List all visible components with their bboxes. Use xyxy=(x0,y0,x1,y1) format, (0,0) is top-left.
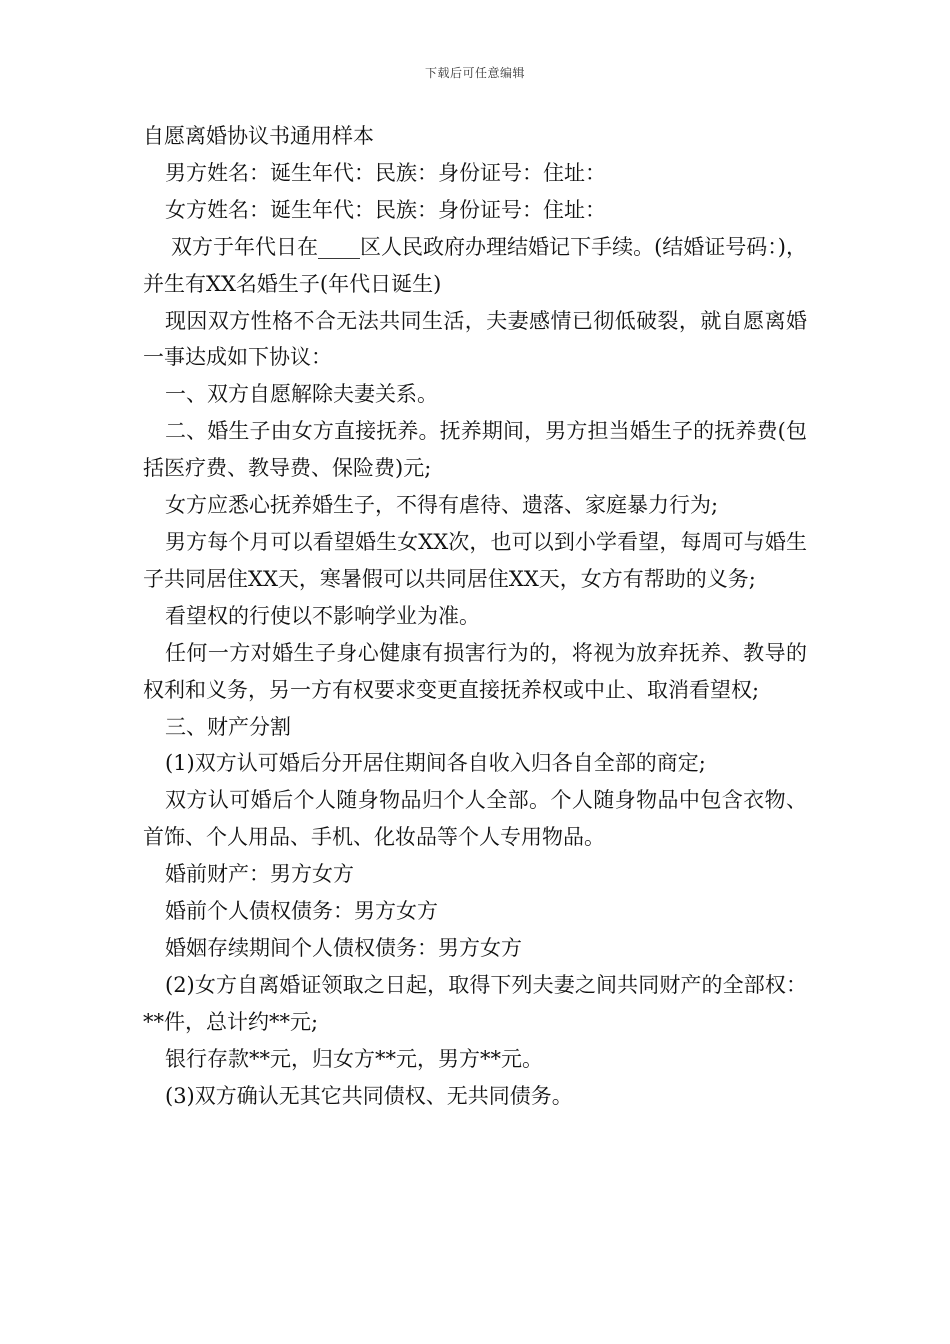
paragraph-custody-care: 女方应悉心抚养婚生子，不得有虐待、遗落、家庭暴力行为; xyxy=(165,493,719,518)
paragraph-premarital-debts: 婚前个人债权债务：男方女方 xyxy=(165,899,438,924)
paragraph-reason: 现因双方性格不合无法共同生活，夫妻感情已彻低破裂，就自愿离婚一事达成如下协议： xyxy=(143,308,807,370)
property-item-2: (2)女方自离婚证领取之日起，取得下列夫妻之间共同财产的全部权：**件，总计约**元; xyxy=(143,972,807,1034)
property-item-3: (3)双方确认无其它共同债权、无共同债务。 xyxy=(165,1083,573,1108)
paragraph-visitation: 男方每个月可以看望婚生女XX次，也可以到小学看望，每周可与婚生子共同居住XX天，寒暑假可以共同居住XX天，女方有帮助的义务; xyxy=(143,529,807,591)
paragraph-bank-deposit: 银行存款**元，归女方**元，男方**元。 xyxy=(165,1046,543,1071)
clause-1: 一、双方自愿解除夫妻关系。 xyxy=(165,382,438,407)
paragraph-male-info: 男方姓名：诞生年代：民族：身份证号：住址： xyxy=(165,160,606,185)
paragraph-marriage-debts: 婚姻存续期间个人债权债务：男方女方 xyxy=(165,935,522,960)
paragraph-marriage-registration: 双方于年代日在____区人民政府办理结婚记下手续。(结婚证号码：)，并生有XX名婚生子(年代日诞生) xyxy=(143,234,807,296)
document-title: 自愿离婚协议书通用样本 xyxy=(143,124,374,148)
paragraph-premarital-property: 婚前财产：男方女方 xyxy=(165,862,354,887)
clause-3-property: 三、财产分割 xyxy=(165,714,291,739)
paragraph-female-info: 女方姓名：诞生年代：民族：身份证号：住址： xyxy=(165,197,606,222)
paragraph-visitation-limit: 看望权的行使以不影响学业为准。 xyxy=(165,603,480,628)
page-header-note: 下载后可任意编辑 xyxy=(424,66,525,80)
paragraph-custody-change: 任何一方对婚生子身心健康有损害行为的，将视为放弃抚养、教导的权利和义务，另一方有权要求变更直接抚养权或中止、取消看望权; xyxy=(143,640,807,702)
document-body xyxy=(143,118,807,1114)
property-item-1: (1)双方认可婚后分开居住期间各自收入归各自全部的商定; xyxy=(165,751,706,776)
clause-2-custody: 二、婚生子由女方直接抚养。抚养期间，男方担当婚生子的抚养费(包括医疗费、教导费、保险费)元; xyxy=(143,419,807,481)
paragraph-personal-items: 双方认可婚后个人随身物品归个人全部。个人随身物品中包含衣物、首饰、个人用品、手机、化妆品等个人专用物品。 xyxy=(143,788,807,850)
